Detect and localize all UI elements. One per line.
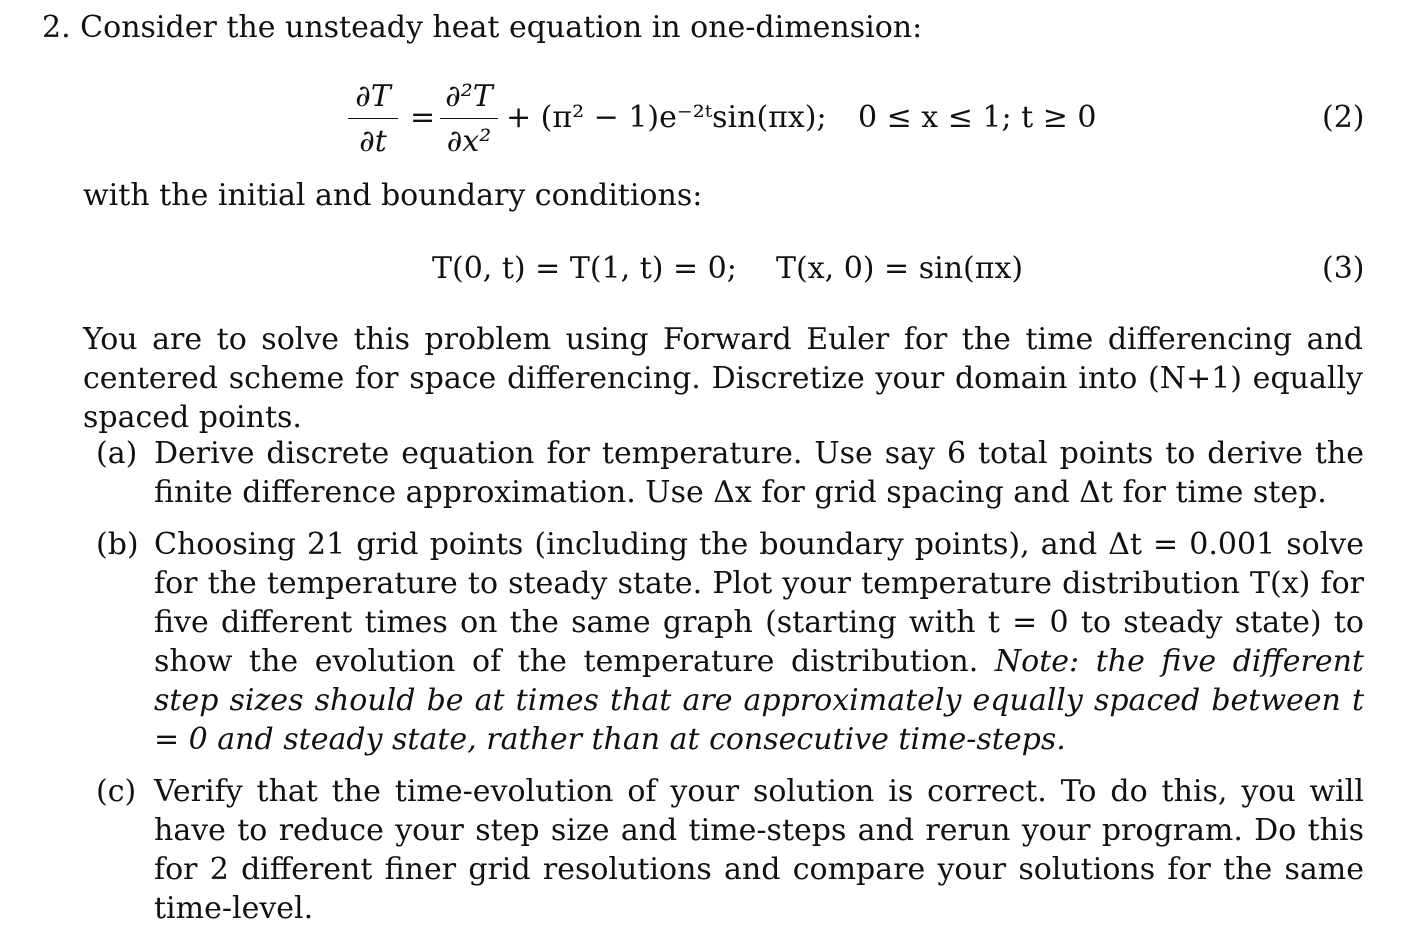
bc-intro: with the initial and boundary conditions: — [83, 178, 703, 213]
part-c-text: Verify that the time-evolution of your solution is correct. To do this, you will have to reduce your step size and time-steps and rerun your program. Do this for 2 different finer grid resolutions and compare your solutions for the same time-level. — [154, 774, 1364, 926]
problem-header — [42, 10, 922, 46]
rhs-fraction — [440, 78, 498, 161]
lhs-fraction-bar — [348, 118, 398, 119]
lhs-denominator: ∂t — [359, 124, 387, 159]
rhs-fraction-bar — [440, 118, 498, 119]
part-b-body — [154, 525, 1364, 759]
part-a-text: Derive discrete equation for temperature. Use say 6 total points to derive the finite difference approximation. Use Δx for grid spacing and Δt for time step. — [154, 436, 1364, 510]
rhs-numerator: ∂²T — [445, 79, 493, 114]
source-term: + (π² − 1)e⁻²ᵗsin(πx); — [506, 100, 827, 135]
lhs-fraction — [348, 78, 398, 161]
problem-number: 2. — [42, 10, 71, 45]
equation-2-tag: (2) — [1322, 100, 1365, 135]
equation-3-tag: (3) — [1322, 251, 1365, 286]
equals-sign: = — [410, 100, 436, 135]
part-b-label: (b) — [96, 527, 139, 562]
part-b-text: Choosing 21 grid points (including the boundary points), and Δt = 0.001 solve for the temperature to steady state. Plot your temperature distribution T(x) for five different times on the same graph (starting with t = 0 to steady state) to show the evolution of the temperature distribution. — [154, 527, 1364, 679]
part-b-note: Note: the five different step sizes should be at times that are approximately equally spaced between t = 0 and steady state, rather than at consecutive time-steps. — [154, 644, 1364, 757]
domain-condition: 0 ≤ x ≤ 1; t ≥ 0 — [858, 100, 1097, 135]
part-a-label: (a) — [96, 436, 138, 471]
method-paragraph: You are to solve this problem using Forward Euler for the time differencing and centered scheme for space differencing. Discretize your domain into (N+1) equally spaced points. — [83, 322, 1363, 435]
part-c-label: (c) — [96, 774, 137, 809]
problem-intro: Consider the unsteady heat equation in one-dimension: — [80, 10, 923, 45]
initial-condition: T(x, 0) = sin(πx) — [776, 251, 1024, 286]
lhs-numerator: ∂T — [355, 79, 391, 114]
rhs-denominator: ∂x² — [446, 124, 492, 159]
boundary-condition: T(0, t) = T(1, t) = 0; — [432, 251, 737, 286]
